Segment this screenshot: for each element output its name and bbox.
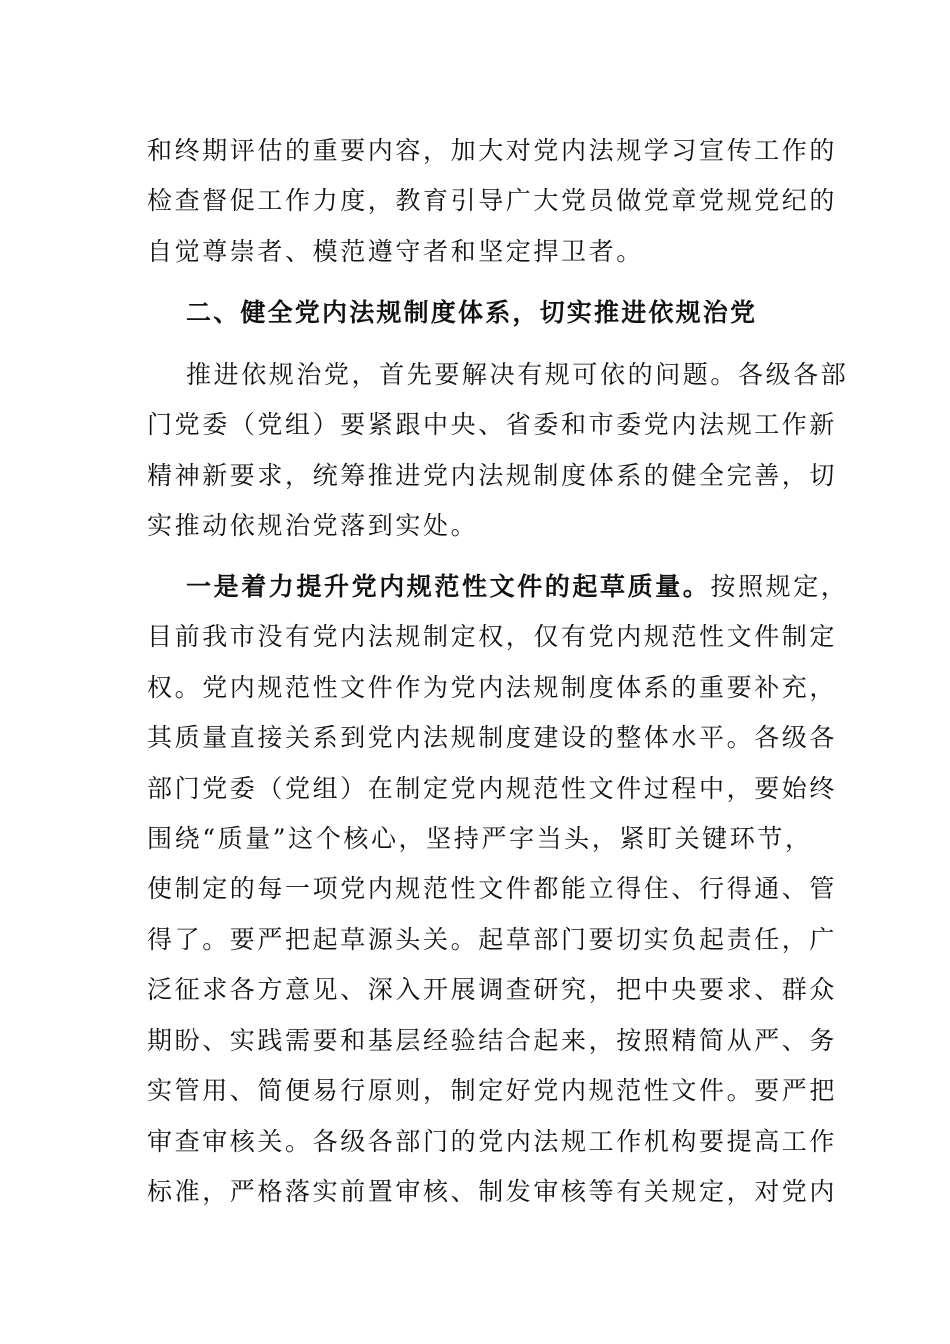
lead-continuation: 按照规定， [710,572,849,601]
bold-lead-phrase: 一是着力提升党内规范性文件的起草质量。 [186,572,711,601]
text-line: 标准，严格落实前置审核、制发审核等有关规定，对党内 [147,1177,838,1206]
section-heading: 二、健全党内法规制度体系，切实推进依规治党 [186,298,758,327]
text-line: 门党委（党组）要紧跟中央、省委和市委党内法规工作新 [147,410,838,439]
text-line: 泛征求各方意见、深入开展调查研究，把中央要求、群众 [147,975,838,1004]
text-line: 精神新要求，统筹推进党内法规制度体系的健全完善，切 [147,461,838,490]
text-line: 检查督促工作力度，教育引导广大党员做党章党规党纪的 [147,186,838,215]
paragraph-lead-line [186,567,849,607]
text-line: 实推动依规治党落到实处。 [147,511,479,540]
text-line: 审查审核关。各级各部门的党内法规工作机构要提高工作 [147,1127,838,1156]
text-line: 部门党委（党组）在制定党内规范性文件过程中，要始终 [147,774,838,803]
text-line: 围绕“质量”这个核心，坚持严字当头，紧盯关键环节， [147,824,813,853]
text-line: 实管用、简便易行原则，制定好党内规范性文件。要严把 [147,1076,838,1105]
text-line: 其质量直接关系到党内法规制度建设的整体水平。各级各 [147,723,838,752]
text-line: 目前我市没有党内法规制定权，仅有党内规范性文件制定 [147,622,838,651]
text-line: 得了。要严把起草源头关。起草部门要切实负起责任，广 [147,925,838,954]
text-line: 期盼、实践需要和基层经验结合起来，按照精简从严、务 [147,1026,838,1055]
text-line: 权。党内规范性文件作为党内法规制度体系的重要补充， [147,673,838,702]
text-line: 和终期评估的重要内容，加大对党内法规学习宣传工作的 [147,136,838,165]
text-line: 使制定的每一项党内规范性文件都能立得住、行得通、管 [147,874,838,903]
text-line: 推进依规治党，首先要解决有规可依的问题。各级各部 [186,360,849,389]
text-line: 自觉尊崇者、模范遵守者和坚定捍卫者。 [147,237,644,266]
